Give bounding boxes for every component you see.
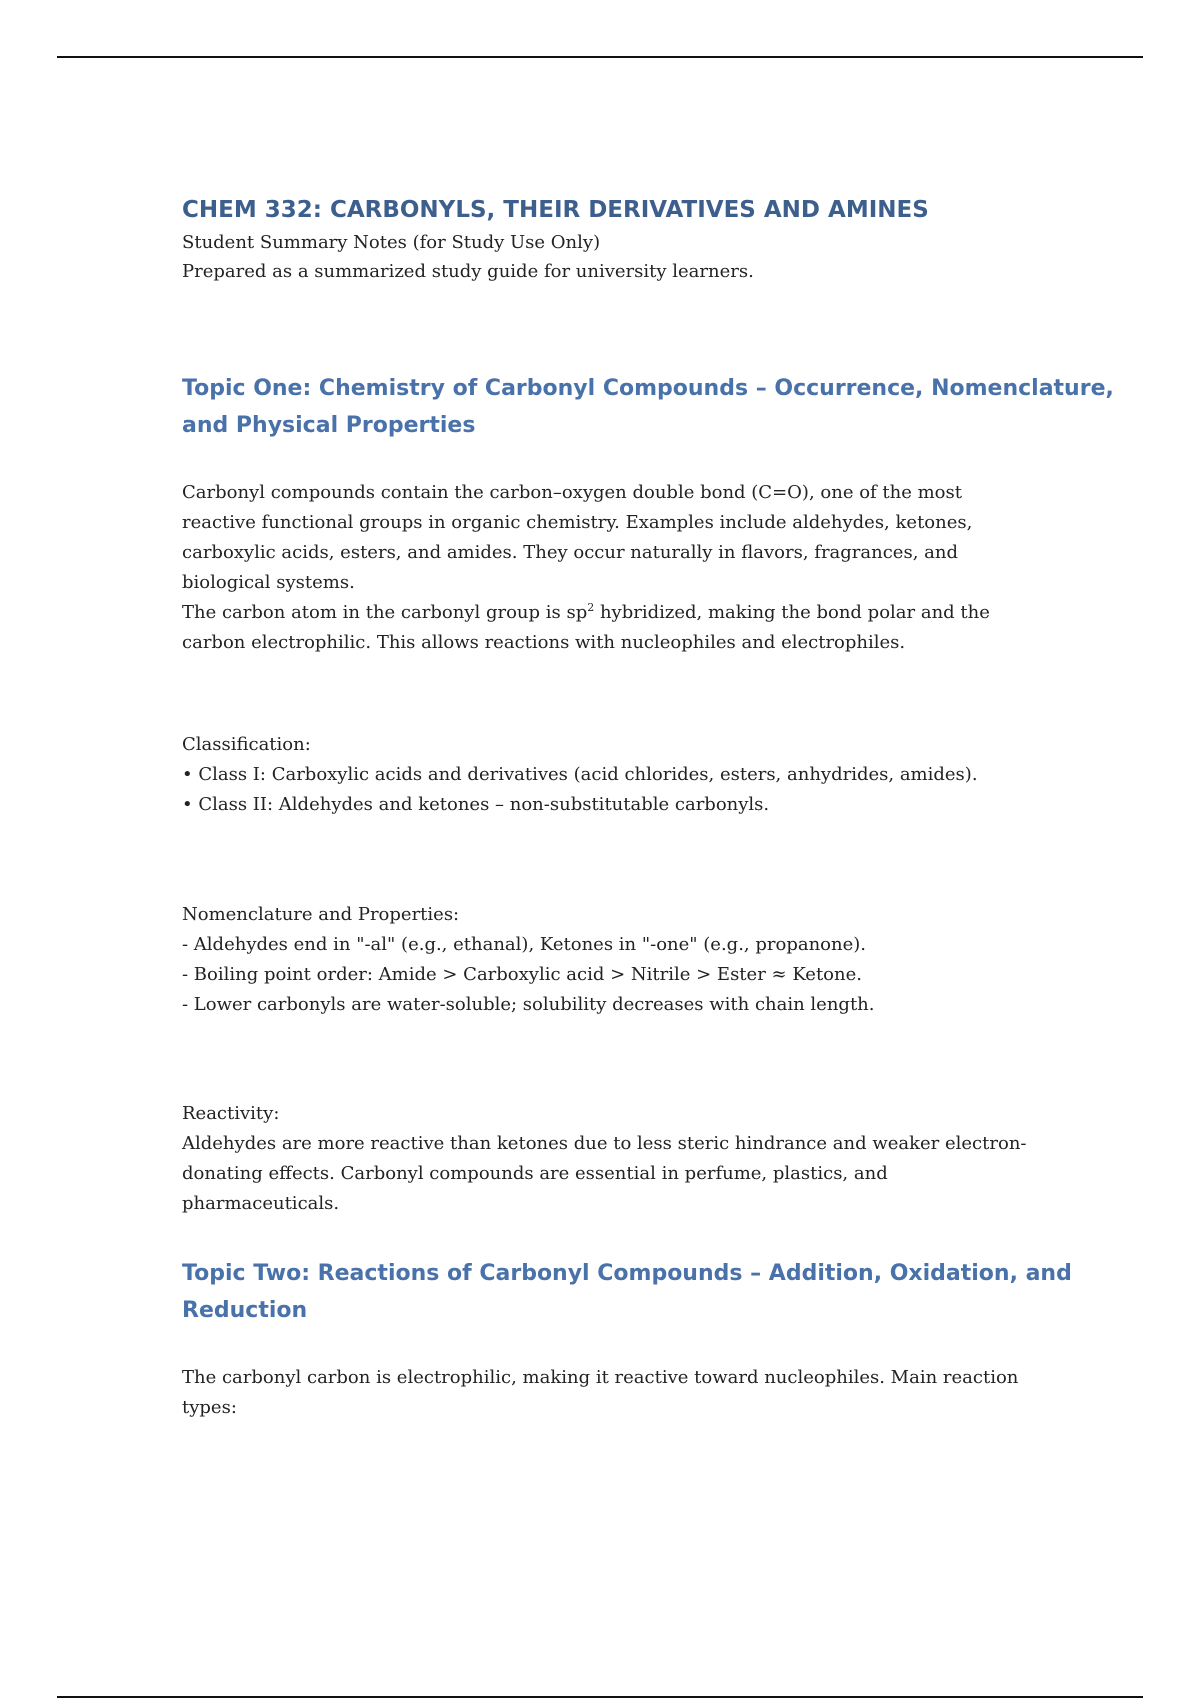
topic-one-intro	[182, 478, 1062, 658]
list-item: • Class I: Carboxylic acids and derivatives (acid chlorides, esters, anhydrides, amides).	[182, 764, 978, 785]
list-item: - Boiling point order: Amide > Carboxylic acid > Nitrile > Ester ≈ Ketone.	[182, 964, 862, 985]
topic-two-intro	[182, 1363, 1062, 1423]
heading-line: and Physical Properties	[182, 413, 476, 438]
document-purpose: Prepared as a summarized study guide for university learners.	[182, 261, 754, 282]
nomenclature-section	[182, 900, 1062, 1020]
list-item: - Lower carbonyls are water-soluble; solubility decreases with chain length.	[182, 994, 875, 1015]
superscript-two: 2	[587, 601, 595, 614]
topic-one-heading	[182, 370, 1114, 444]
document-body	[182, 192, 1114, 1423]
nomenclature-heading: Nomenclature and Properties:	[182, 904, 460, 925]
hybridization-line	[182, 598, 1062, 628]
heading-line: Topic One: Chemistry of Carbonyl Compounds – Occurrence, Nomenclature,	[182, 376, 1114, 401]
paragraph-line: reactive functional groups in organic chemistry. Examples include aldehydes, ketones,	[182, 512, 973, 533]
page-bottom-rule	[57, 1696, 1143, 1698]
hybridization-text-cont: hybridized, making the bond polar and the	[594, 602, 990, 623]
classification-heading: Classification:	[182, 734, 311, 755]
paragraph-line: carbon electrophilic. This allows reactions with nucleophiles and electrophiles.	[182, 632, 906, 653]
paragraph-line: Carbonyl compounds contain the carbon–oxygen double bond (C=O), one of the most	[182, 482, 962, 503]
topic-two-heading	[182, 1255, 1072, 1329]
paragraph-line: donating effects. Carbonyl compounds are essential in perfume, plastics, and	[182, 1163, 888, 1184]
page-top-rule	[57, 56, 1143, 58]
paragraph-line: carboxylic acids, esters, and amides. They occur naturally in flavors, fragrances, and	[182, 542, 958, 563]
heading-line: Topic Two: Reactions of Carbonyl Compounds – Addition, Oxidation, and	[182, 1261, 1072, 1286]
paragraph-line: The carbonyl carbon is electrophilic, making it reactive toward nucleophiles. Main reaction	[182, 1367, 1019, 1388]
heading-line: Reduction	[182, 1298, 308, 1323]
classification-section	[182, 730, 1062, 820]
hybridization-text: The carbon atom in the carbonyl group is sp	[182, 602, 588, 623]
paragraph-line: pharmaceuticals.	[182, 1193, 340, 1214]
list-item: • Class II: Aldehydes and ketones – non-substitutable carbonyls.	[182, 794, 770, 815]
reactivity-heading: Reactivity:	[182, 1103, 280, 1124]
reactivity-section	[182, 1099, 1062, 1219]
paragraph-line: Aldehydes are more reactive than ketones due to less steric hindrance and weaker electron-	[182, 1133, 1027, 1154]
paragraph-line: types:	[182, 1397, 237, 1418]
document-subtitle: Student Summary Notes (for Study Use Only)	[182, 232, 601, 253]
document-title: CHEM 332: CARBONYLS, THEIR DERIVATIVES AND AMINES	[182, 197, 929, 223]
list-item: - Aldehydes end in "-al" (e.g., ethanal), Ketones in "-one" (e.g., propanone).	[182, 934, 867, 955]
paragraph-line: biological systems.	[182, 572, 355, 593]
